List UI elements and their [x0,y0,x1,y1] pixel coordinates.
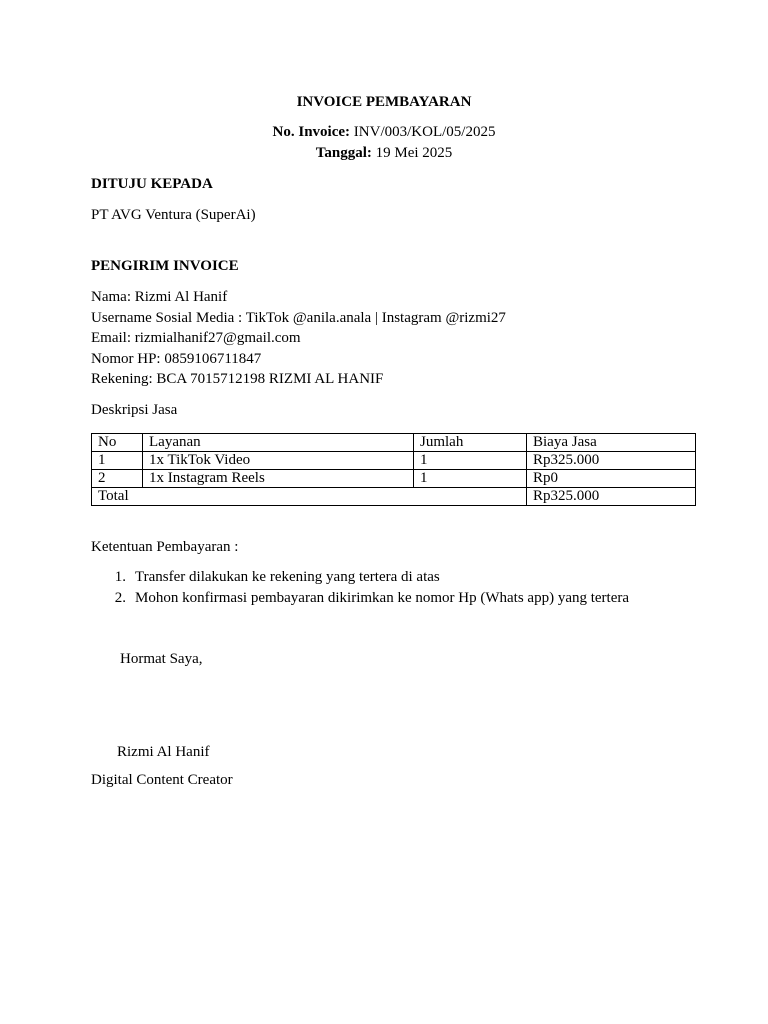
table-cell-quantity: 1 [414,470,527,488]
table-cell-fee: Rp325.000 [527,452,696,470]
sender-name: Nama: Rizmi Al Hanif [91,289,228,305]
table-cell-fee: Rp0 [527,470,696,488]
terms-heading: Ketentuan Pembayaran : [91,539,239,555]
sender-bank-account: Rekening: BCA 7015712198 RIZMI AL HANIF [91,371,384,387]
table-cell-no: 1 [92,452,143,470]
closing-salutation: Hormat Saya, [120,651,203,667]
terms-item-number: 1. [114,569,126,585]
recipient-heading: DITUJU KEPADA [91,176,213,192]
terms-item-text: Mohon konfirmasi pembayaran dikirimkan ke nomor Hp (Whats app) yang tertera [135,590,630,606]
table-row [92,470,696,488]
table-total-label: Total [92,488,527,506]
invoice-number-label: No. Invoice: [272,124,351,140]
table-cell-quantity: 1 [414,452,527,470]
signer-name: Rizmi Al Hanif [117,744,210,760]
invoice-date-line [0,143,768,163]
terms-item-text: Transfer dilakukan ke rekening yang tertera di atas [135,569,440,585]
sender-email: Email: rizmialhanif27@gmail.com [91,330,301,346]
sender-heading: PENGIRIM INVOICE [91,258,239,274]
table-header-row [92,434,696,452]
table-header-cell: Biaya Jasa [527,434,696,452]
invoice-date-value: 19 Mei 2025 [375,145,453,161]
table-header-cell: Jumlah [414,434,527,452]
terms-item-number: 2. [114,590,126,606]
services-heading: Deskripsi Jasa [91,402,178,418]
recipient-name: PT AVG Ventura (SuperAi) [91,207,256,223]
sender-social-media: Username Sosial Media : TikTok @anila.anala | Instagram @rizmi27 [91,310,506,326]
table-row [92,452,696,470]
table-total-row [92,488,696,506]
table-header-cell: Layanan [143,434,414,452]
document-title: INVOICE PEMBAYARAN [296,94,472,110]
sender-phone: Nomor HP: 0859106711847 [91,351,262,367]
invoice-number-line [0,122,768,142]
table-cell-service: 1x TikTok Video [143,452,414,470]
invoice-date-label: Tanggal: [315,145,372,161]
table-cell-no: 2 [92,470,143,488]
signer-title: Digital Content Creator [91,772,233,788]
services-table [91,433,696,506]
table-cell-service: 1x Instagram Reels [143,470,414,488]
invoice-number-value: INV/003/KOL/05/2025 [353,124,496,140]
table-header-cell: No [92,434,143,452]
table-total-value: Rp325.000 [527,488,696,506]
